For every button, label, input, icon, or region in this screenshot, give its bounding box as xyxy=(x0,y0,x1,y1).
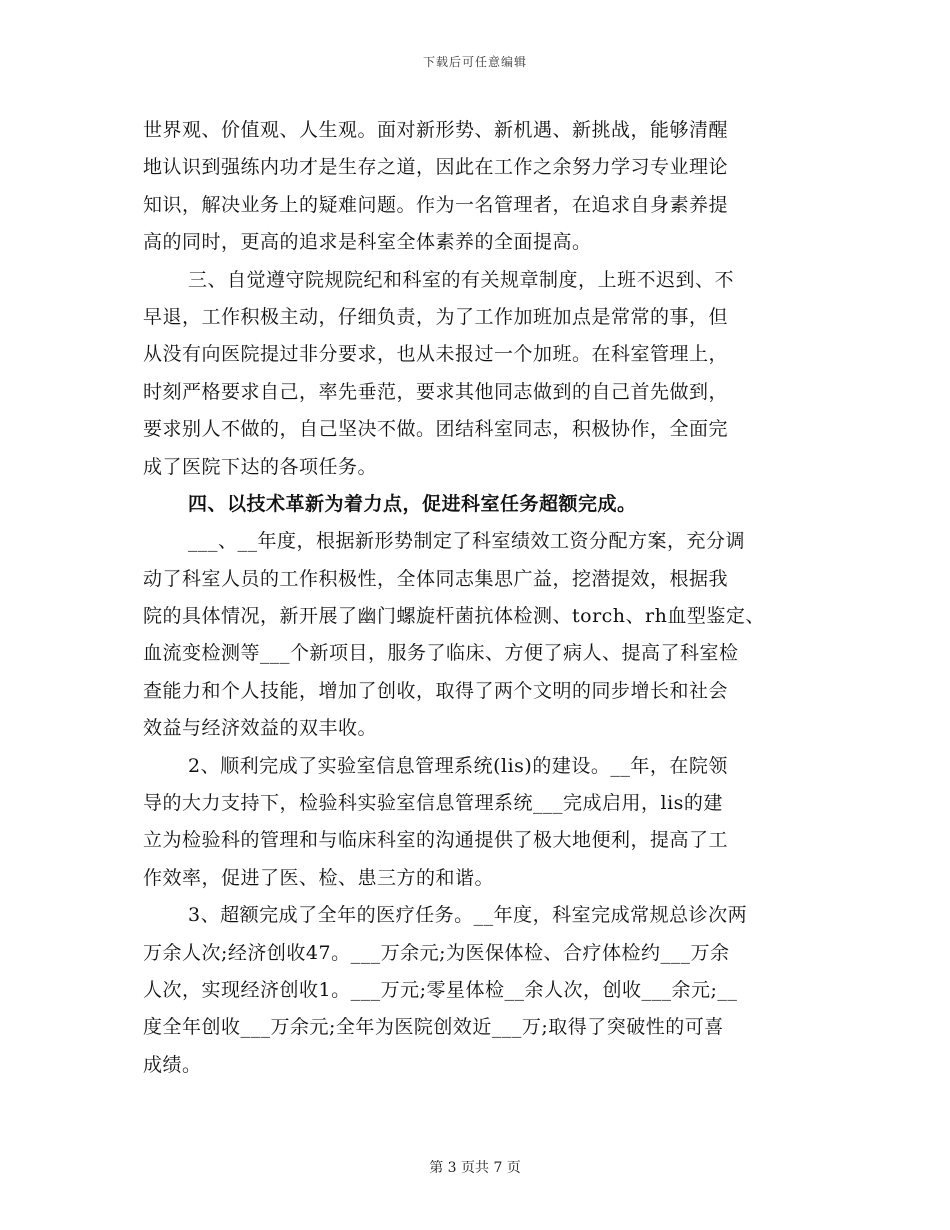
paragraph-line: ___、__年度，根据新形势制定了科室绩效工资分配方案，充分调 xyxy=(188,530,746,553)
paragraph-line: 从没有向医院提过非分要求，也从未报过一个加班。在科室管理上， xyxy=(143,343,729,366)
paragraph-line: 查能力和个人技能，增加了创收，取得了两个文明的同步增长和社会 xyxy=(143,679,729,702)
page-header: 下载后可任意编辑 xyxy=(422,55,527,69)
paragraph-line: 2、顺利完成了实验室信息管理系统(lis)的建设。__年，在院领 xyxy=(188,754,728,777)
paragraph-line: 立为检验科的管理和与临床科室的沟通提供了极大地便利，提高了工 xyxy=(143,829,729,852)
paragraph-line: 导的大力支持下，检验科实验室信息管理系统___完成启用，lis的建 xyxy=(143,792,723,815)
paragraph-line: 成了医院下达的各项任务。 xyxy=(143,455,378,478)
paragraph-line: 高的同时，更高的追求是科室全体素养的全面提高。 xyxy=(143,231,592,254)
paragraph-line: 动了科室人员的工作积极性，全体同志集思广益，挖潜提效，根据我 xyxy=(143,567,729,590)
page-footer: 第 3 页共 7 页 xyxy=(429,1160,521,1176)
paragraph-line: 成绩。 xyxy=(143,1053,202,1076)
paragraph-line: 知识，解决业务上的疑难问题。作为一名管理者，在追求自身素养提 xyxy=(143,193,729,216)
paragraph-line: 3、超额完成了全年的医疗任务。__年度，科室完成常规总诊次两 xyxy=(188,904,748,927)
paragraph-line: 要求别人不做的，自己坚决不做。团结科室同志，积极协作，全面完 xyxy=(143,418,729,441)
paragraph-line: 时刻严格要求自己，率先垂范，要求其他同志做到的自己首先做到， xyxy=(143,380,729,403)
paragraph-line: 地认识到强练内功才是生存之道，因此在工作之余努力学习专业理论 xyxy=(143,156,729,179)
paragraph-line: 度全年创收___万余元;全年为医院创效近___万;取得了突破性的可喜 xyxy=(143,1016,724,1039)
paragraph-line: 效益与经济效益的双丰收。 xyxy=(143,717,378,740)
paragraph-line: 万余人次;经济创收47。___万余元;为医保体检、合疗体检约___万余 xyxy=(143,941,730,964)
paragraph-line: 早退，工作积极主动，仔细负责，为了工作加班加点是常常的事，但 xyxy=(143,305,729,328)
paragraph-line: 血流变检测等___个新项目，服务了临床、方便了病人、提高了科室检 xyxy=(143,642,739,665)
paragraph-line: 世界观、价值观、人生观。面对新形势、新机遇、新挑战，能够清醒 xyxy=(143,119,729,141)
paragraph-line: 人次，实现经济创收1。___万元;零星体检__余人次，创收___余元;__ xyxy=(143,978,738,1001)
document-body xyxy=(143,112,823,1084)
paragraph-line: 院的具体情况，新开展了幽门螺旋杆菌抗体检测、torch、rh血型鉴定、 xyxy=(143,605,765,628)
paragraph-line: 三、自觉遵守院规院纪和科室的有关规章制度，上班不迟到、不 xyxy=(188,268,735,291)
paragraph-line: 作效率，促进了医、检、患三方的和谐。 xyxy=(143,866,495,889)
section-heading-line: 四、以技术革新为着力点，促进科室任务超额完成。 xyxy=(188,492,637,515)
